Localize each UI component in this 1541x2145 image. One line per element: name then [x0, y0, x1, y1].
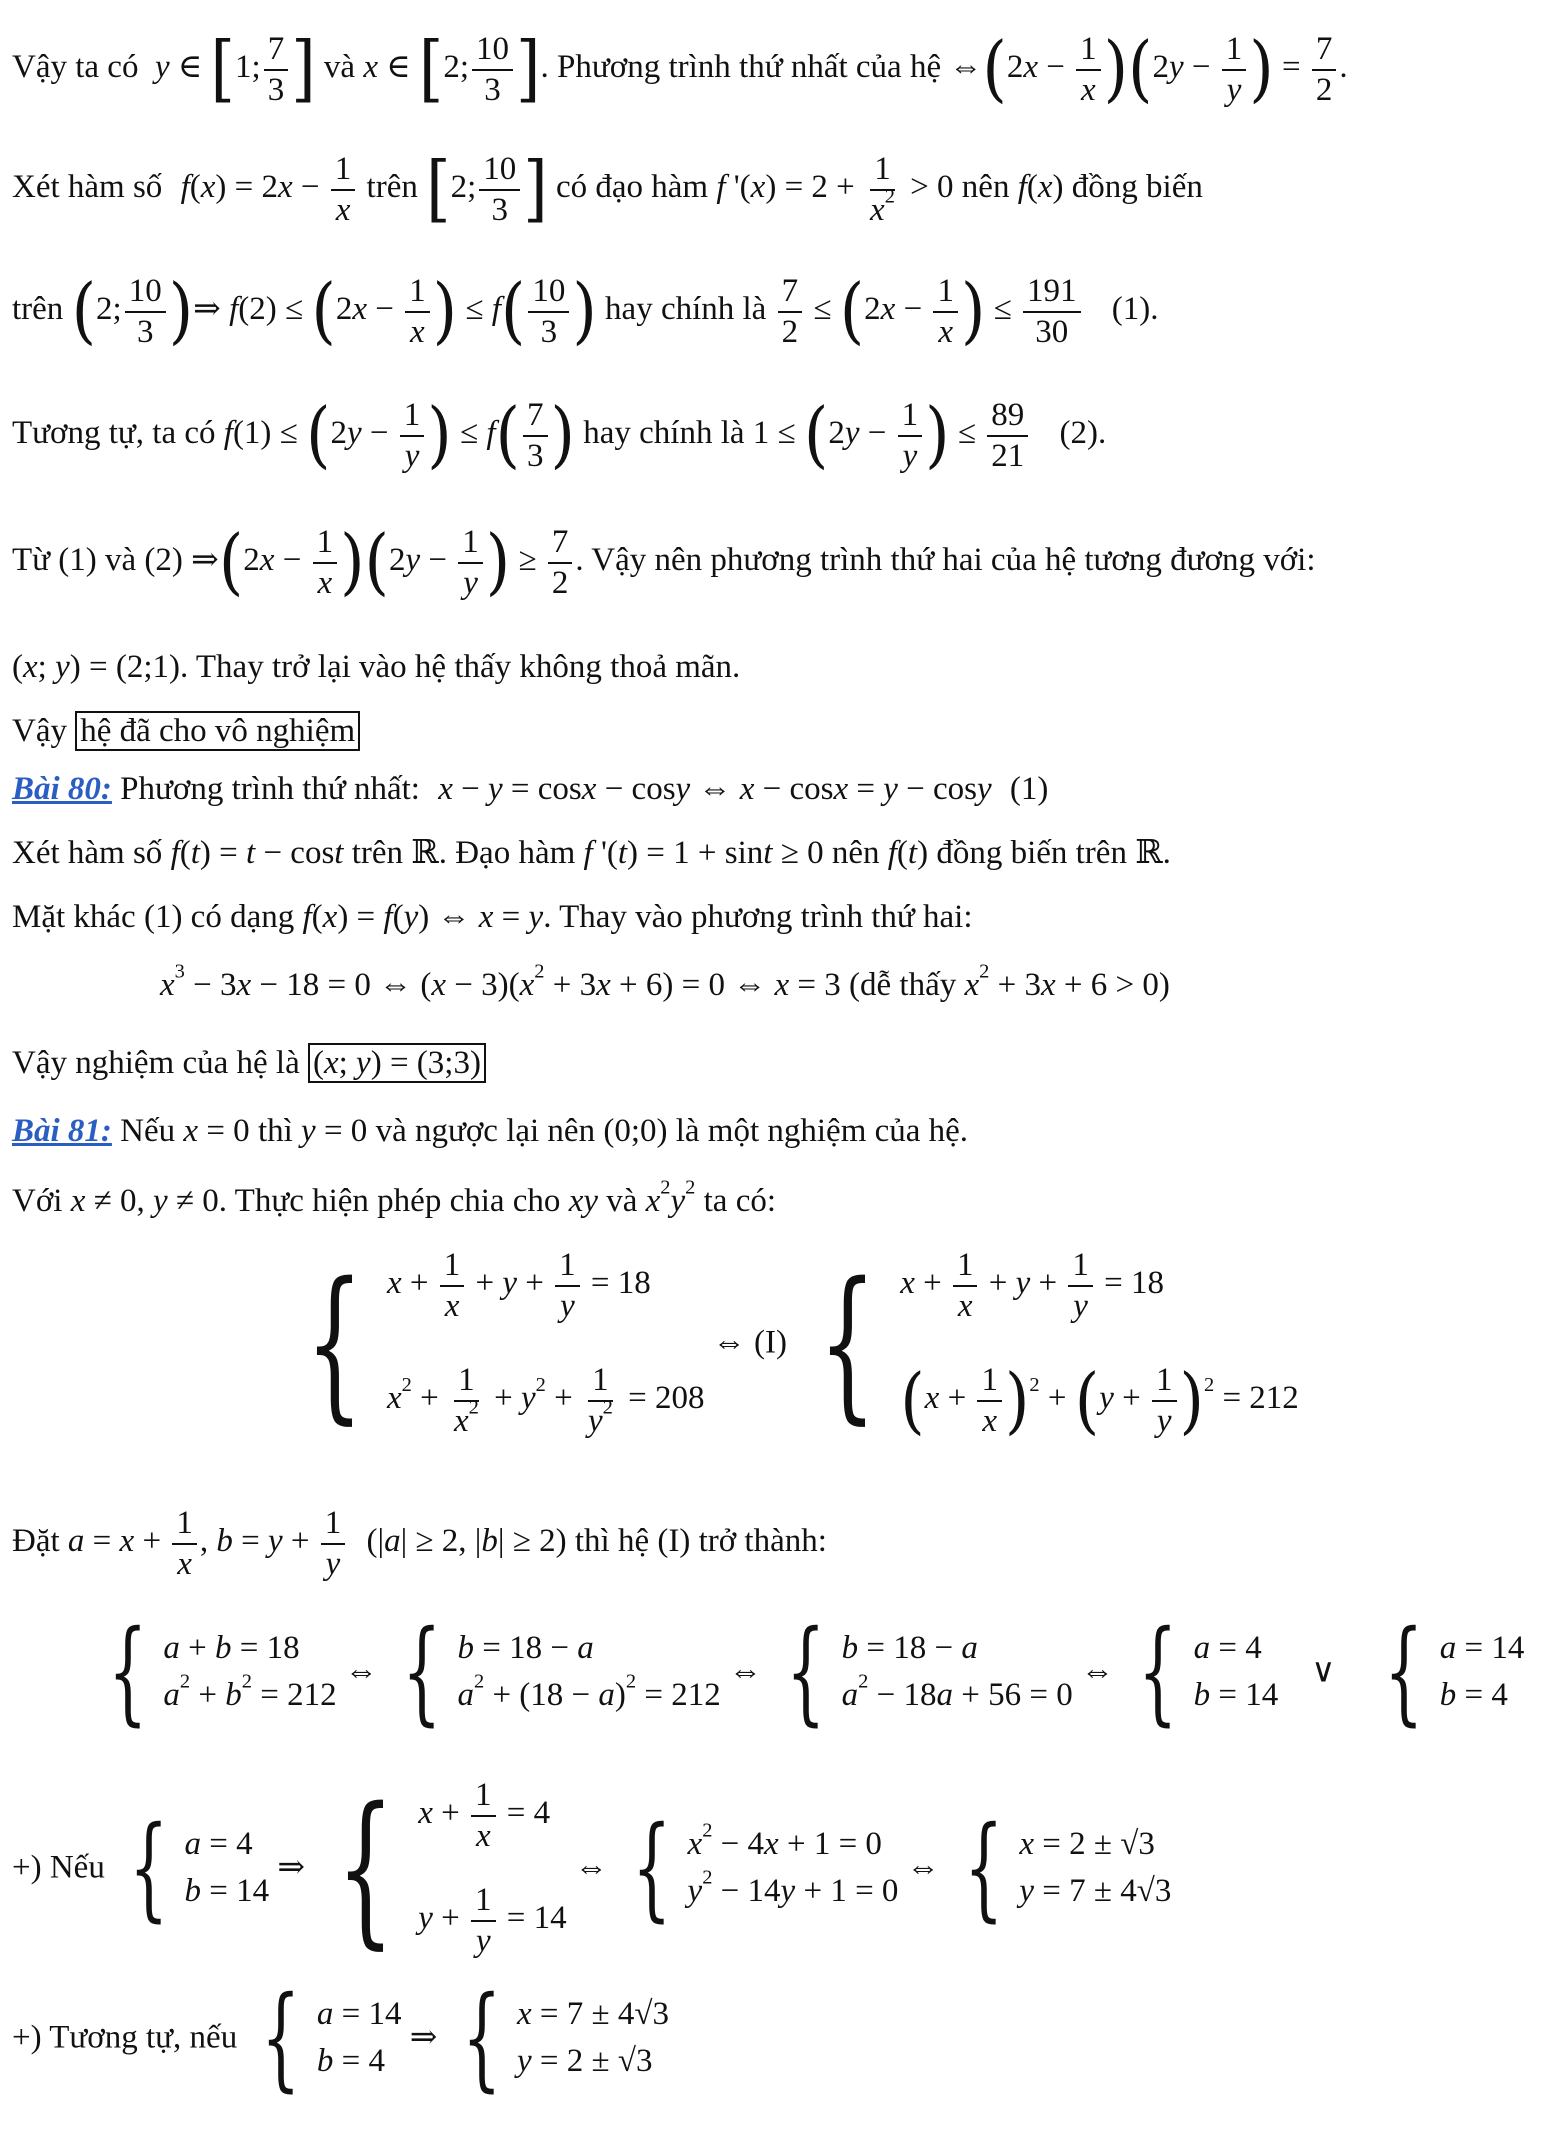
text: đồng biến trên: [936, 835, 1127, 871]
text: Xét hàm số: [12, 169, 163, 206]
text: . Thay trở lại vào hệ thấy không thoả mãn.: [179, 649, 741, 685]
text: đồng biến: [1071, 169, 1203, 206]
text: Đặt: [12, 1523, 60, 1560]
text: và ngược lại nên: [375, 1113, 596, 1149]
text: Với: [12, 1183, 63, 1219]
system-label: (I): [753, 1324, 787, 1361]
text: . Đạo hàm: [438, 835, 576, 871]
text: . Thay vào phương trình thứ hai:: [543, 899, 973, 935]
bai81-line-4: Đặt a = x + $\frac{1}{x}$ , b = y + $\frac{1}{y}$ (|a| ≥ 2, |b| ≥ 2) thì hệ (I) trở thành:: [12, 1505, 827, 1582]
text: và: [606, 1183, 638, 1219]
equation-ref: (1): [1009, 771, 1049, 807]
line-3: trên (2; $\frac{10}{3}$ )⇒ f(2) ≤ (2x − $\frac{1}{x}$ ) ≤ f( $\frac{10}{3}$ ) hay chính là $\frac{7}{2}$ ≤ (2x − $\frac{1}{x}$ ) ≤ $\frac{191}{30}$ (1).: [12, 268, 1159, 353]
text: +) Tương tự, nếu: [12, 2019, 238, 2056]
text: có đạo hàm: [555, 169, 709, 206]
bai81-line-2: Với x ≠ 0, y ≠ 0. Thực hiện phép chia cho xy và $x^2y^2$ ta có:: [12, 1176, 777, 1219]
bai80-line-3: Mặt khác (1) có dạng f(x) = f(y) ⇔ x = y. Thay vào phương trình thứ hai:: [12, 899, 973, 935]
bai81-case-2: +) Tương tự, nếu { a = 14 b = 4 ⇒ { x = 7 ± 4√3 y = 2 ± √3: [12, 1973, 670, 2103]
text: . Phương trình thứ nhất của hệ: [540, 49, 942, 86]
text: hay chính là: [583, 415, 745, 452]
text: ta có:: [703, 1183, 777, 1219]
equation-ref: (1).: [1111, 291, 1159, 328]
text: . Vậy nên phương trình thứ hai của hệ tương đương với:: [575, 542, 1316, 579]
bai80-line-1: Bài 80: Phương trình thứ nhất: x − y = cosx − cosy ⇔ x − cosx = y − cosy (1): [12, 771, 1049, 807]
text: (I): [657, 1523, 691, 1560]
bai81-ab-systems: { a + b = 18 $a^2 + b^2 = 212$ ⇔ { b = 18 − a $a^2 + (18 - a)^2 = 212$ ⇔ { b = 18 − a $a^2 - 18a + 56 = 0$ ⇔ { a = 4 b = 14 ∨ { a = 14 b = 4: [108, 1607, 1525, 1737]
text: thì hệ: [574, 1523, 650, 1560]
text: Nếu: [120, 1113, 176, 1149]
text: Vậy: [12, 713, 67, 749]
line-2: Xét hàm số f(x) = 2x − $\frac{1}{x}$ trên [2; $\frac{10}{3}$ ] có đạo hàm f '(x) = 2 + $\frac{1}{x^2}$ > 0 nên f(x) đồng biến: [12, 146, 1203, 231]
text: Vậy nghiệm của hệ là: [12, 1045, 300, 1081]
text: trên: [366, 169, 418, 206]
text: Phương trình thứ nhất:: [120, 771, 420, 807]
line-5: Từ (1) và (2) ⇒(2x − $\frac{1}{x}$ )(2y − $\frac{1}{y}$ ) ≥ $\frac{7}{2}$ . Vậy nên phương trình thứ hai của hệ tương đương với:: [12, 519, 1316, 604]
line-6: (x; y) = (2;1). Thay trở lại vào hệ thấy không thoả mãn.: [12, 649, 741, 685]
line-7: [12, 712, 360, 752]
bai81-case-1: +) Nếu { a = 4 b = 14 ⇒ { x + $\frac{1}{x}$ = 4 y + $\frac{1}{y}$ = 14 ⇔ { $x^2 - 4x + 1 = 0$ $y^2 - 14y + 1 = 0$ ⇔ { x = 2 ± √3 y = 7 ± 4√3: [12, 1771, 1172, 1964]
bai81-system-I: { x + $\frac{1}{x}$ + y + $\frac{1}{y}$ = 18 $x^2$ + $\frac{1}{x^2}$ + $y^2$ + $\frac{1}{y^2}$ = 208 ⇔ (I) { x + $\frac{1}{x}$ + y + $\frac{1}{y}$ = 18 (x + $\frac{1}{x}$ )$^2$ + (y + $\frac{1}{y}$ )$^2$ = 212: [305, 1246, 1299, 1442]
text: và: [323, 49, 356, 86]
text: . Thực hiện phép chia cho: [218, 1183, 561, 1219]
bai80-line-2: Xét hàm số f(t) = t − cost trên ℝ. Đạo hàm f '(t) = 1 + sint ≥ 0 nên f(t) đồng biến trên ℝ.: [12, 835, 1171, 871]
bai80-line-5: Vậy nghiệm của hệ là (x; y) = (3;3): [12, 1044, 486, 1084]
boxed-conclusion: hệ đã cho vô nghiệm: [75, 711, 360, 751]
text: hay chính là: [605, 291, 767, 328]
text: Từ (1) và (2): [12, 542, 183, 579]
equation-ref: (2).: [1059, 415, 1107, 452]
text: Mặt khác (1) có dạng: [12, 899, 295, 935]
text: nên: [831, 835, 880, 871]
bai80-line-4: $x^3 - 3x - 18 = 0$ ⇔ $(x - 3)(x^2 + 3x + 6) = 0$ ⇔ x = 3 (dễ thấy $x^2 + 3x + 6 > 0$): [160, 960, 1170, 1003]
line-4: Tương tự, ta có f(1) ≤ (2y − $\frac{1}{y}$ ) ≤ f( $\frac{7}{3}$ ) hay chính là 1 ≤ (2y − $\frac{1}{y}$ ) ≤ $\frac{89}{21}$ (2).: [12, 392, 1107, 477]
text: trở thành:: [698, 1523, 827, 1560]
text: trên: [351, 835, 404, 871]
text: thì: [257, 1113, 293, 1149]
text: Tương tự, ta có: [12, 415, 216, 452]
bai80-heading: Bài 80:: [12, 771, 112, 807]
bai81-heading: Bài 81:: [12, 1113, 112, 1149]
text: nên: [961, 169, 1010, 206]
text: là một nghiệm của hệ.: [675, 1113, 969, 1149]
line-1: Vậy ta có y ∈ [1; $\frac{7}{3}$ ] và x ∈ [2; $\frac{10}{3}$ ]. Phương trình thứ nhất của hệ ⇔(2x − $\frac{1}{x}$ )(2y − $\frac{1}{y}$ ) = $\frac{7}{2}$ .: [12, 26, 1348, 111]
text: +) Nếu: [12, 1849, 105, 1886]
text: (dễ thấy: [849, 967, 957, 1003]
text: trên: [12, 291, 64, 328]
text: Xét hàm số: [12, 835, 163, 871]
text: Vậy ta có: [12, 49, 139, 86]
bai81-line-1: Bài 81: Nếu x = 0 thì y = 0 và ngược lại nên (0;0) là một nghiệm của hệ.: [12, 1113, 969, 1149]
